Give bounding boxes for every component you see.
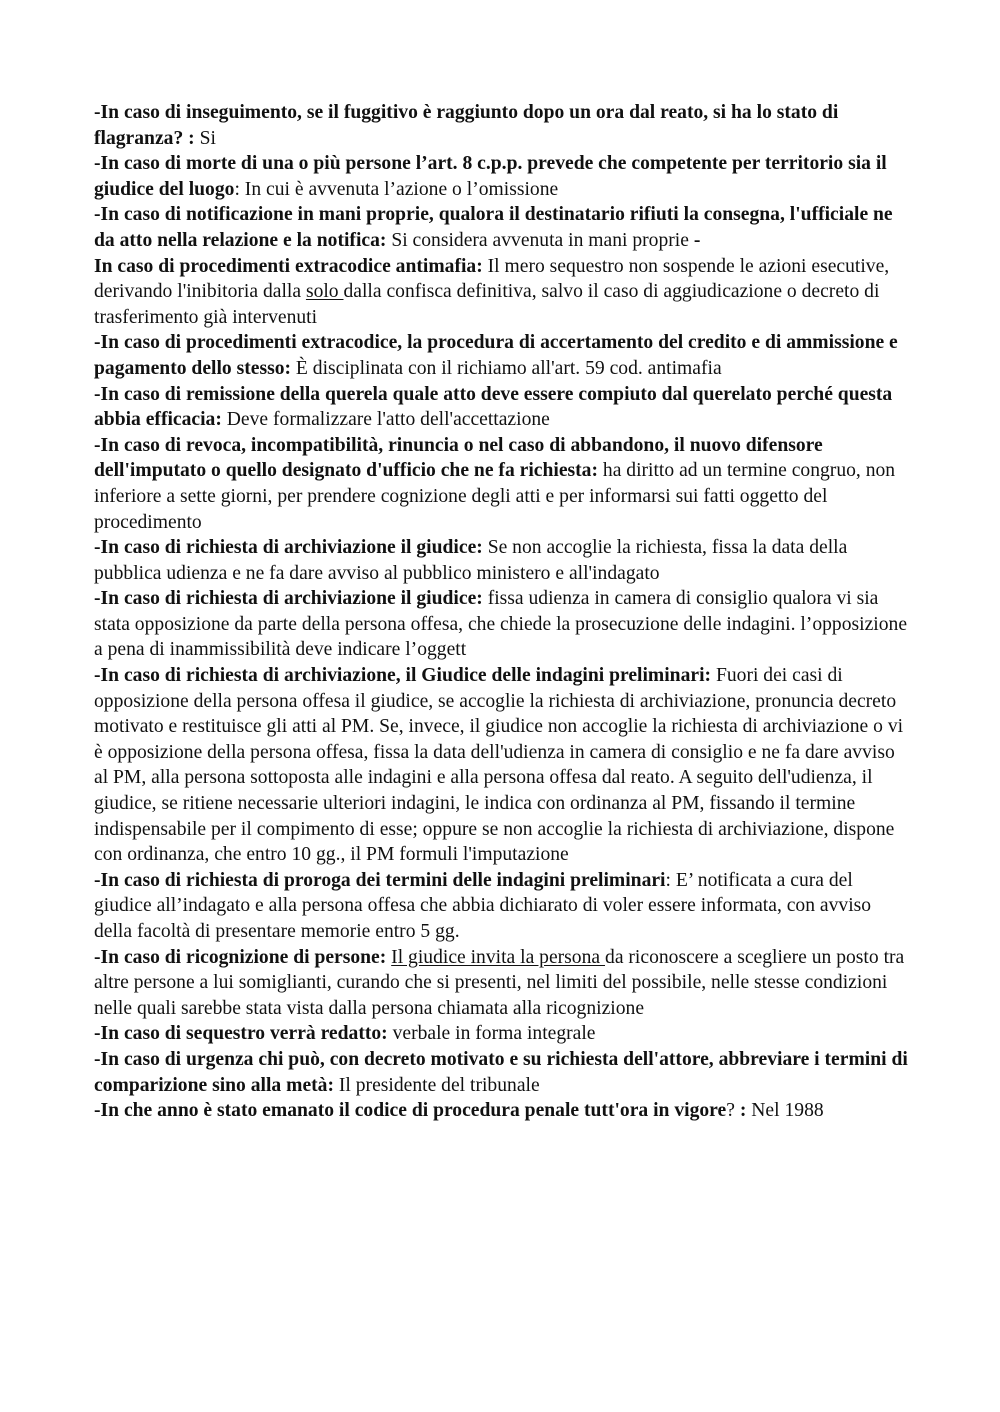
qa-entry <box>94 254 909 331</box>
entry-answer: : E’ notificata a cura del giudice all’indagato e alla persona offesa che abbia dichiarato di voler essere informata, con avviso della facoltà di presentare memorie entro 5 gg. <box>94 869 872 942</box>
entry-question-tail: - <box>693 229 701 251</box>
entry-answer: ? <box>726 1100 740 1122</box>
qa-entry <box>94 202 909 253</box>
qa-entry <box>94 945 909 1022</box>
qa-entry <box>94 1047 909 1098</box>
qa-entry <box>94 1098 909 1124</box>
entry-answer: verbale in forma integrale <box>392 1023 596 1045</box>
entry-answer-continued: dalla confisca definitiva, salvo il caso di aggiudicazione o decreto di trasferimento già intervenuti <box>94 281 880 328</box>
entry-answer-underlined: solo <box>305 281 344 303</box>
entry-question: In caso di procedimenti extracodice antimafia: <box>94 255 488 277</box>
entry-question: -In caso di sequestro verrà redatto: <box>94 1023 393 1045</box>
entry-question: -In caso di morte di una o più persone l’art. 8 c.p.p. prevede che competente per territorio sia il giudice del luogo <box>94 153 887 200</box>
qa-entry <box>94 433 909 535</box>
qa-entry <box>94 330 909 381</box>
qa-entry <box>94 382 909 433</box>
entry-question: -In che anno è stato emanato il codice di procedura penale tutt'ora in vigore <box>94 1100 727 1122</box>
entry-question: -In caso di richiesta di archiviazione il giudice: <box>94 537 488 559</box>
entry-answer-underlined: Il giudice invita la persona <box>391 946 606 968</box>
entry-question: -In caso di richiesta di archiviazione il giudice: <box>94 588 488 610</box>
qa-entry <box>94 100 909 151</box>
qa-entry <box>94 663 909 868</box>
entry-question: -In caso di remissione della querela quale atto deve essere compiuto dal querelato perché questa abbia efficacia: <box>94 383 893 431</box>
entry-question: -In caso di revoca, incompatibilità, rinuncia o nel caso di abbandono, il nuovo difensore dell'imputato o quello designato d'ufficio che ne fa richiesta: <box>94 434 823 482</box>
entry-answer-continued: da riconoscere a scegliere un posto tra altre persone a lui somiglianti, curando che si presenti, nel limiti del possibile, nelle stesse condizioni nelle quali sarebbe stata vista dalla persona chiamata alla ricognizione <box>94 946 905 1019</box>
entry-question: -In caso di notificazione in mani proprie, qualora il destinatario rifiuti la consegna, l'ufficiale ne da atto nella relazione e la notifica: <box>94 204 893 251</box>
entry-answer: Si considera avvenuta in mani proprie <box>391 229 694 251</box>
qa-entry <box>94 586 909 663</box>
entry-question: -In caso di richiesta di proroga dei termini delle indagini preliminari <box>94 869 666 891</box>
entry-question: -In caso di procedimenti extracodice, la procedura di accertamento del credito e di ammissione e pagamento dello stesso: <box>94 332 898 379</box>
qa-entry <box>94 535 909 586</box>
qa-entry <box>94 151 909 202</box>
entry-question: -In caso di urgenza chi può, con decreto motivato e su richiesta dell'attore, abbreviare i termini di comparizione sino alla metà: <box>94 1048 908 1096</box>
entry-answer: Se non accoglie la richiesta, fissa la data della pubblica udienza e ne fa dare avviso al pubblico ministero e all'indagato <box>94 537 848 584</box>
qa-entry <box>94 1021 909 1047</box>
entry-answer: : In cui è avvenuta l’azione o l’omissione <box>234 178 559 200</box>
entry-question-tail: : <box>739 1100 752 1122</box>
entry-answer: ha diritto ad un termine congruo, non inferiore a sette giorni, per prendere cognizione degli atti e per informarsi sui fatti oggetto del procedimento <box>94 460 896 533</box>
entry-answer: Il presidente del tribunale <box>338 1074 540 1096</box>
entry-answer: Il mero sequestro non sospende le azioni esecutive, derivando l'inibitoria dalla <box>94 255 890 303</box>
entry-answer: Si <box>199 127 216 149</box>
entry-answer: Deve formalizzare l'atto dell'accettazione <box>226 409 550 431</box>
entry-answer: È disciplinata con il richiamo all'art. 59 cod. antimafia <box>295 357 722 379</box>
entry-question: -In caso di richiesta di archiviazione, il Giudice delle indagini preliminari: <box>94 665 716 687</box>
entry-question: -In caso di ricognizione di persone: <box>94 946 392 968</box>
entry-answer: fissa udienza in camera di consiglio qualora vi sia stata opposizione da parte della persona offesa, che chiede la prosecuzione delle indagini. l’opposizione a pena di inammissibilità deve indicare l’oggett <box>94 588 908 661</box>
entry-answer: Fuori dei casi di opposizione della persona offesa il giudice, se accoglie la richiesta di archiviazione, pronuncia decreto motivato e restituisce gli atti al PM. Se, invece, il giudice non accoglie la richiesta di archiviazione o vi è opposizione della persona offesa, fissa la data dell'udienza in camera di consiglio e ne fa dare avviso al PM, alla persona sottoposta alle indagini e alla persona offesa dal reato. A seguito dell'udienza, il giudice, se ritiene necessarie ulteriori indagini, le indica con ordinanza al PM, fissando il termine indispensabile per il compimento di esse; oppure se non accoglie la richiesta di archiviazione, dispone con ordinanza, che entro 10 gg., il PM formuli l'imputazione <box>94 665 904 866</box>
document-page <box>94 100 909 1124</box>
entry-question: -In caso di inseguimento, se il fuggitivo è raggiunto dopo un ora dal reato, si ha lo stato di flagranza? : <box>94 102 839 149</box>
qa-entry <box>94 868 909 945</box>
entry-answer-end: Nel 1988 <box>751 1100 824 1122</box>
